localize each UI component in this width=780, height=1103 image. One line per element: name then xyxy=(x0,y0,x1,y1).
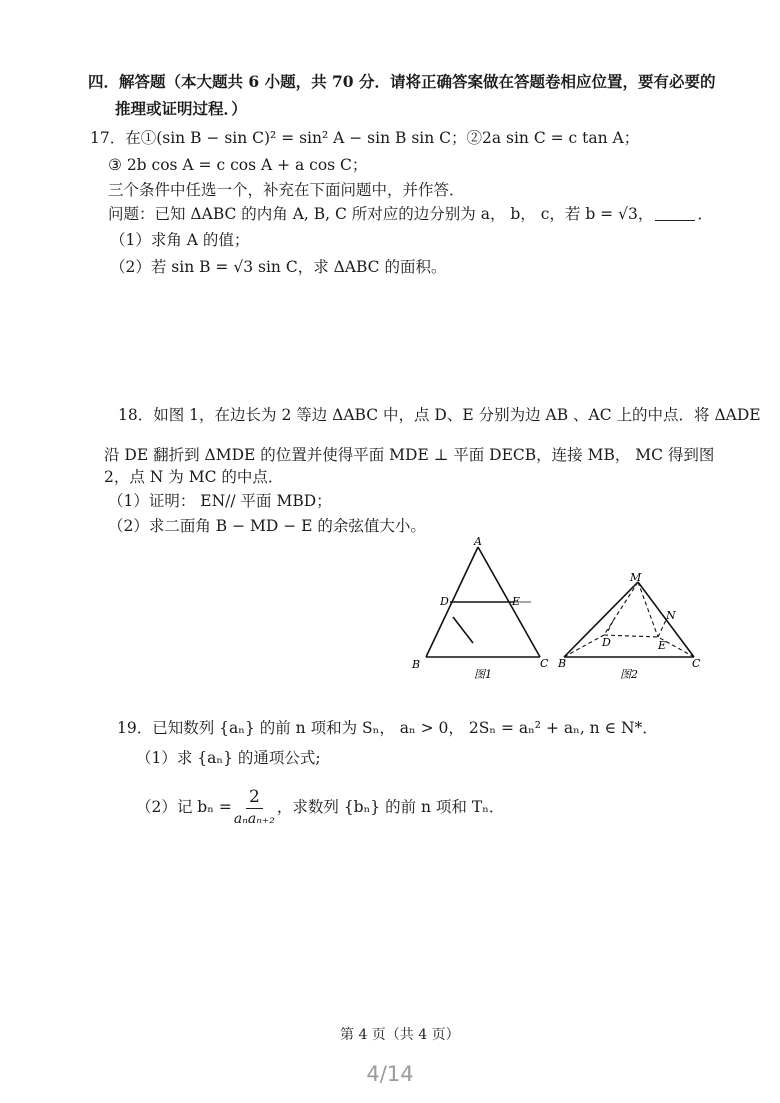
fig2-label-N: N xyxy=(666,609,676,622)
fig1-label-C: C xyxy=(540,657,549,670)
q17-problem-text: 问题：已知 ΔABC 的内角 A, B, C 所对应的边分别为 a， b， c，若 b = √3， xyxy=(108,205,654,223)
fig2-label-M: M xyxy=(630,571,642,584)
page-indicator: 4/14 xyxy=(366,1062,414,1086)
page-footer: 第 4 页（共 4 页） xyxy=(340,1027,460,1043)
figure-2 xyxy=(556,565,716,685)
fig1-label-E: E xyxy=(512,595,521,608)
q17-problem-end: ． xyxy=(697,205,713,223)
q19-fraction-numerator: 2 xyxy=(246,786,263,809)
fig2-label-E: E xyxy=(658,639,667,652)
q17-conditions-line2: ③ 2b cos A = c cos A + a cos C； xyxy=(108,156,368,174)
q19-fraction xyxy=(234,786,275,829)
fig2-label-C: C xyxy=(692,657,701,670)
q18-line1: 18．如图 1，在边长为 2 等边 ΔABC 中，点 D、E 分别为边 AB 、AC 上的中点．将 ΔADE xyxy=(118,406,761,424)
fig2-label-B: B xyxy=(558,657,567,670)
fig1-label-D: D xyxy=(440,595,449,608)
q17-problem xyxy=(108,204,713,224)
q19-part2-suffix: ，求数列 {bₙ} 的前 n 项和 Tₙ． xyxy=(276,798,505,816)
q19-part2 xyxy=(136,787,504,827)
q18-line3: 2，点 N 为 MC 的中点． xyxy=(104,468,284,486)
fig1-caption: 图1 xyxy=(474,668,492,681)
q17-part1: （1）求角 A 的值； xyxy=(110,231,250,249)
fig1-label-A: A xyxy=(474,535,482,548)
q18-part2: （2）求二面角 B − MD − E 的余弦值大小。 xyxy=(108,517,426,535)
fig2-caption: 图2 xyxy=(620,668,638,681)
q19-part2-prefix: （2）记 bₙ = xyxy=(136,798,232,816)
q19-fraction-denominator: aₙaₙ₊₂ xyxy=(233,810,275,827)
figure-1 xyxy=(410,535,560,685)
q18-line2: 沿 DE 翻折到 ΔMDE 的位置并使得平面 MDE ⊥ 平面 DECB，连接 MB， MC 得到图 xyxy=(104,446,715,464)
q19-part1: （1）求 {aₙ} 的通项公式; xyxy=(136,749,321,767)
q18-part1: （1）证明： EN// 平面 MBD； xyxy=(108,492,332,510)
q19-line1: 19．已知数列 {aₙ} 的前 n 项和为 Sₙ， aₙ > 0， 2Sₙ = aₙ² + aₙ, n ∈ N*． xyxy=(117,719,658,737)
q17-part2: （2）若 sin B = √3 sin C，求 ΔABC 的面积。 xyxy=(110,258,447,276)
fig1-label-B: B xyxy=(412,658,421,671)
q17-conditions-line1: 17．在①(sin B − sin C)² = sin² A − sin B sin C；②2a sin C = c tan A； xyxy=(90,129,640,147)
q17-answer-blank xyxy=(655,220,695,221)
fig2-label-D: D xyxy=(602,636,611,649)
section-heading-line1: 四．解答题（本大题共 6 小题，共 70 分．请将正确答案做在答题卷相应位置，要有必要的 xyxy=(88,72,716,91)
section-heading-line2: 推理或证明过程．） xyxy=(115,99,247,118)
q17-instruction: 三个条件中任选一个，补充在下面问题中，并作答． xyxy=(108,181,465,199)
